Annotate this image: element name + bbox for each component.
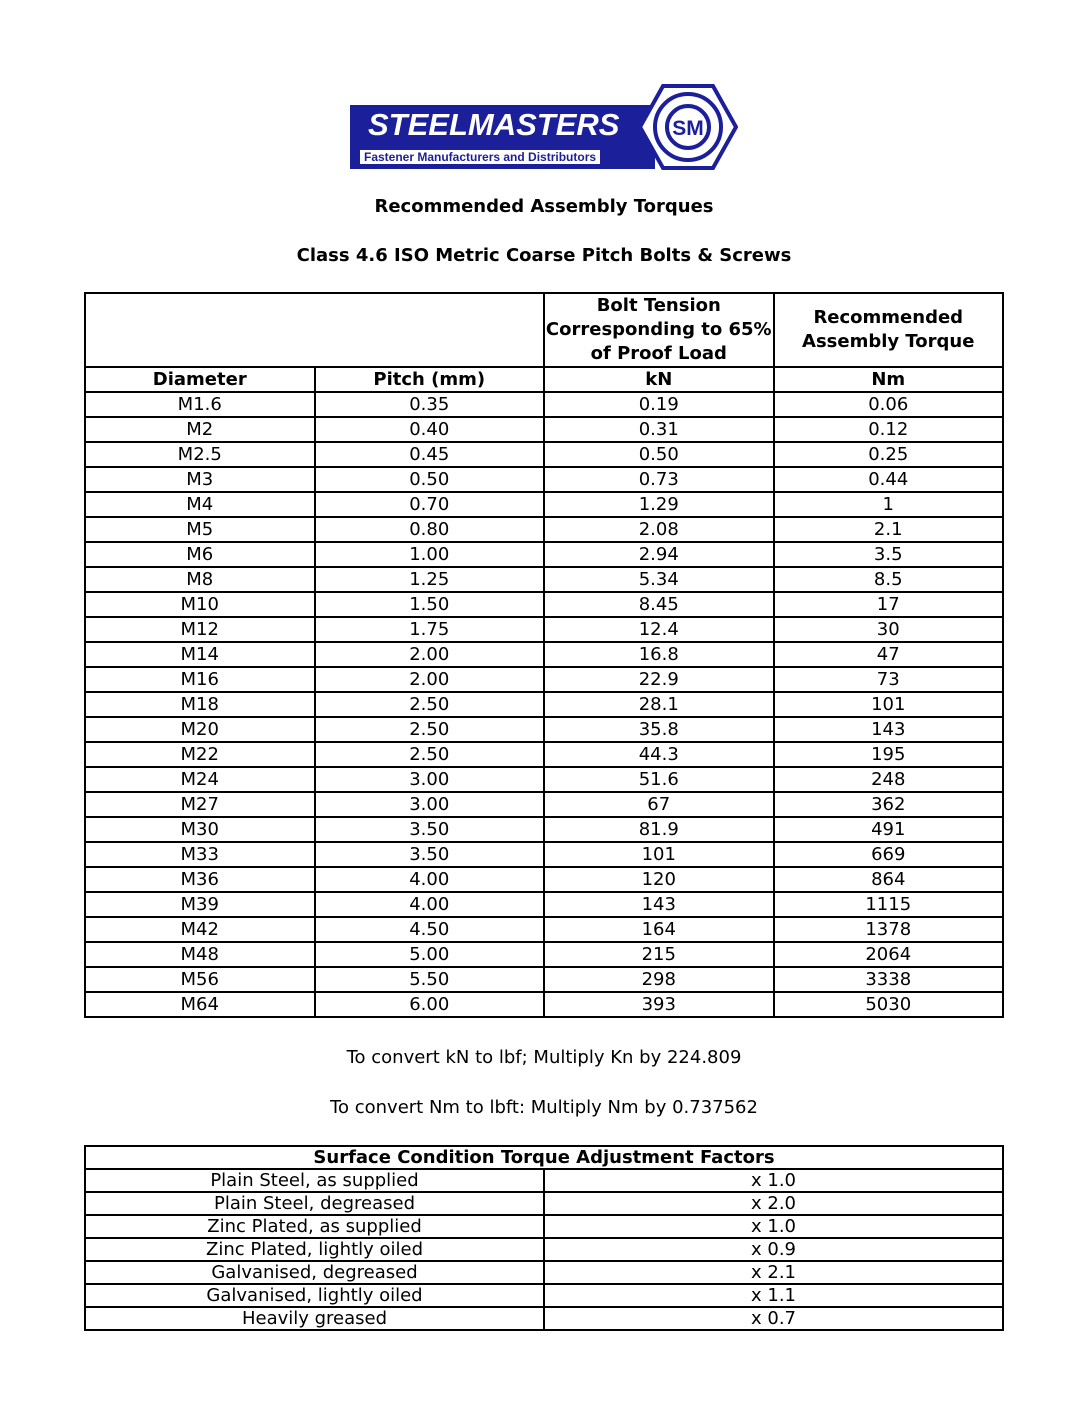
table-row [85, 767, 1003, 792]
adjustment-factor-cell: x 1.0 [544, 1215, 1003, 1238]
surface-condition-cell: Plain Steel, degreased [85, 1192, 544, 1215]
nm-cell: 17 [774, 592, 1004, 617]
pitch-cell: 4.00 [315, 892, 545, 917]
table-row [85, 592, 1003, 617]
pitch-cell: 2.50 [315, 742, 545, 767]
table-row [85, 742, 1003, 767]
nm-cell: 0.12 [774, 417, 1004, 442]
kn-cell: 5.34 [544, 567, 774, 592]
pitch-cell: 3.50 [315, 817, 545, 842]
diameter-cell: M36 [85, 867, 315, 892]
nm-cell: 30 [774, 617, 1004, 642]
kn-cell: 143 [544, 892, 774, 917]
nm-cell: 0.25 [774, 442, 1004, 467]
diameter-cell: M4 [85, 492, 315, 517]
table-row [85, 942, 1003, 967]
nm-cell: 491 [774, 817, 1004, 842]
table-row [85, 642, 1003, 667]
nm-cell: 3338 [774, 967, 1004, 992]
kn-cell: 1.29 [544, 492, 774, 517]
nm-cell: 3.5 [774, 542, 1004, 567]
surface-table-title: Surface Condition Torque Adjustment Factors [85, 1146, 1003, 1169]
pitch-cell: 3.00 [315, 792, 545, 817]
table-row [85, 617, 1003, 642]
diameter-cell: M27 [85, 792, 315, 817]
pitch-cell: 1.00 [315, 542, 545, 567]
page-subtitle: Class 4.6 ISO Metric Coarse Pitch Bolts & Screws [296, 245, 792, 266]
nm-cell: 1 [774, 492, 1004, 517]
column-header-diameter: Diameter [85, 367, 315, 392]
pitch-cell: 1.25 [315, 567, 545, 592]
kn-cell: 101 [544, 842, 774, 867]
diameter-cell: M3 [85, 467, 315, 492]
pitch-cell: 4.00 [315, 867, 545, 892]
table-row [85, 492, 1003, 517]
diameter-cell: M56 [85, 967, 315, 992]
diameter-cell: M48 [85, 942, 315, 967]
surface-condition-cell: Galvanised, degreased [85, 1261, 544, 1284]
torque-table-body [85, 392, 1003, 1017]
table-row [85, 892, 1003, 917]
adjustment-factor-cell: x 2.0 [544, 1192, 1003, 1215]
logo-tagline: Fastener Manufacturers and Distributors [360, 150, 600, 164]
hex-nut-emblem-icon [638, 84, 738, 170]
pitch-cell: 2.50 [315, 692, 545, 717]
diameter-cell: M22 [85, 742, 315, 767]
kn-cell: 2.94 [544, 542, 774, 567]
kn-cell: 16.8 [544, 642, 774, 667]
diameter-cell: M2.5 [85, 442, 315, 467]
table-row [85, 1192, 1003, 1215]
table-row [85, 817, 1003, 842]
table-row [85, 667, 1003, 692]
nm-cell: 143 [774, 717, 1004, 742]
kn-cell: 28.1 [544, 692, 774, 717]
nm-cell: 101 [774, 692, 1004, 717]
pitch-cell: 0.50 [315, 467, 545, 492]
kn-cell: 35.8 [544, 717, 774, 742]
diameter-cell: M6 [85, 542, 315, 567]
pitch-cell: 0.45 [315, 442, 545, 467]
pitch-cell: 6.00 [315, 992, 545, 1017]
table-row [85, 967, 1003, 992]
surface-condition-cell: Zinc Plated, lightly oiled [85, 1238, 544, 1261]
pitch-cell: 3.00 [315, 767, 545, 792]
nm-cell: 195 [774, 742, 1004, 767]
pitch-cell: 2.00 [315, 642, 545, 667]
kn-cell: 22.9 [544, 667, 774, 692]
diameter-cell: M1.6 [85, 392, 315, 417]
kn-cell: 0.50 [544, 442, 774, 467]
surface-condition-cell: Plain Steel, as supplied [85, 1169, 544, 1192]
column-header-pitch: Pitch (mm) [315, 367, 545, 392]
pitch-cell: 0.40 [315, 417, 545, 442]
pitch-cell: 2.50 [315, 717, 545, 742]
table-row [85, 517, 1003, 542]
table-row [85, 917, 1003, 942]
nm-cell: 1115 [774, 892, 1004, 917]
nm-cell: 2.1 [774, 517, 1004, 542]
kn-cell: 12.4 [544, 617, 774, 642]
nm-cell: 864 [774, 867, 1004, 892]
diameter-cell: M42 [85, 917, 315, 942]
table-row [85, 842, 1003, 867]
adjustment-factor-cell: x 0.9 [544, 1238, 1003, 1261]
kn-cell: 67 [544, 792, 774, 817]
surface-condition-table [84, 1145, 1004, 1331]
surface-condition-cell: Zinc Plated, as supplied [85, 1215, 544, 1238]
table-row [85, 1238, 1003, 1261]
column-header-kn: kN [544, 367, 774, 392]
table-row [85, 542, 1003, 567]
adjustment-factor-cell: x 2.1 [544, 1261, 1003, 1284]
diameter-cell: M5 [85, 517, 315, 542]
kn-cell: 120 [544, 867, 774, 892]
table-row [85, 392, 1003, 417]
table-row [85, 1169, 1003, 1192]
diameter-cell: M30 [85, 817, 315, 842]
logo-wordmark: STEELMASTERS [368, 107, 620, 142]
pitch-cell: 5.50 [315, 967, 545, 992]
nm-cell: 8.5 [774, 567, 1004, 592]
kn-cell: 81.9 [544, 817, 774, 842]
header-bolt-tension: Bolt Tension Corresponding to 65% of Proof Load [544, 293, 774, 367]
nm-cell: 47 [774, 642, 1004, 667]
torque-table [84, 292, 1004, 1018]
adjustment-factor-cell: x 1.1 [544, 1284, 1003, 1307]
diameter-cell: M8 [85, 567, 315, 592]
diameter-cell: M2 [85, 417, 315, 442]
table-row [85, 1261, 1003, 1284]
nm-cell: 2064 [774, 942, 1004, 967]
kn-cell: 298 [544, 967, 774, 992]
surface-condition-cell: Heavily greased [85, 1307, 544, 1330]
nm-cell: 73 [774, 667, 1004, 692]
adjustment-factor-cell: x 0.7 [544, 1307, 1003, 1330]
conversion-nm-lbft: To convert Nm to lbft: Multiply Nm by 0.737562 [330, 1097, 758, 1118]
nm-cell: 5030 [774, 992, 1004, 1017]
diameter-cell: M10 [85, 592, 315, 617]
header-recommended-torque: Recommended Assembly Torque [774, 293, 1004, 367]
diameter-cell: M39 [85, 892, 315, 917]
nm-cell: 669 [774, 842, 1004, 867]
surface-table-body [85, 1169, 1003, 1330]
diameter-cell: M24 [85, 767, 315, 792]
nm-cell: 0.44 [774, 467, 1004, 492]
kn-cell: 164 [544, 917, 774, 942]
pitch-cell: 5.00 [315, 942, 545, 967]
logo-emblem-text: SM [672, 117, 704, 140]
column-header-nm: Nm [774, 367, 1004, 392]
page-title: Recommended Assembly Torques [374, 196, 714, 217]
nm-cell: 362 [774, 792, 1004, 817]
header-empty-cell [85, 293, 544, 367]
diameter-cell: M12 [85, 617, 315, 642]
conversion-kn-lbf: To convert kN to lbf; Multiply Kn by 224.809 [346, 1047, 742, 1068]
nm-cell: 1378 [774, 917, 1004, 942]
table-row [85, 692, 1003, 717]
kn-cell: 44.3 [544, 742, 774, 767]
kn-cell: 8.45 [544, 592, 774, 617]
pitch-cell: 2.00 [315, 667, 545, 692]
table-row [85, 467, 1003, 492]
diameter-cell: M64 [85, 992, 315, 1017]
table-row [85, 1215, 1003, 1238]
kn-cell: 2.08 [544, 517, 774, 542]
kn-cell: 51.6 [544, 767, 774, 792]
nm-cell: 0.06 [774, 392, 1004, 417]
table-row [85, 867, 1003, 892]
kn-cell: 215 [544, 942, 774, 967]
table-row [85, 442, 1003, 467]
diameter-cell: M18 [85, 692, 315, 717]
table-row [85, 417, 1003, 442]
diameter-cell: M20 [85, 717, 315, 742]
kn-cell: 393 [544, 992, 774, 1017]
table-row [85, 792, 1003, 817]
steelmasters-logo [350, 84, 740, 170]
kn-cell: 0.31 [544, 417, 774, 442]
adjustment-factor-cell: x 1.0 [544, 1169, 1003, 1192]
diameter-cell: M33 [85, 842, 315, 867]
pitch-cell: 0.70 [315, 492, 545, 517]
table-row [85, 1307, 1003, 1330]
pitch-cell: 4.50 [315, 917, 545, 942]
pitch-cell: 0.35 [315, 392, 545, 417]
table-row [85, 717, 1003, 742]
table-row [85, 1284, 1003, 1307]
pitch-cell: 1.75 [315, 617, 545, 642]
diameter-cell: M14 [85, 642, 315, 667]
table-row [85, 992, 1003, 1017]
surface-condition-cell: Galvanised, lightly oiled [85, 1284, 544, 1307]
table-row [85, 567, 1003, 592]
nm-cell: 248 [774, 767, 1004, 792]
kn-cell: 0.19 [544, 392, 774, 417]
pitch-cell: 0.80 [315, 517, 545, 542]
pitch-cell: 3.50 [315, 842, 545, 867]
kn-cell: 0.73 [544, 467, 774, 492]
diameter-cell: M16 [85, 667, 315, 692]
pitch-cell: 1.50 [315, 592, 545, 617]
